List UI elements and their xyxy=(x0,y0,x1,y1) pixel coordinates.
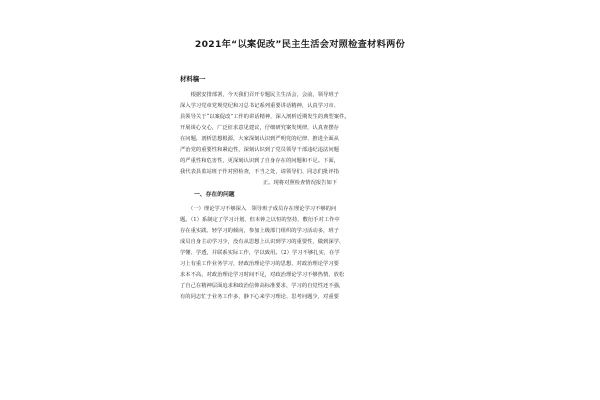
text-line: 习上有重工作业务学习，轻政治理论学习的思想，对政治理论学习要 xyxy=(180,261,339,267)
text-line: 学懂、学透，并联系实际工作，学以致用。（2）学习不够扎实，在学 xyxy=(180,250,340,256)
document-body xyxy=(180,26,420,303)
text-line: 我代表县监站班子作对照检查，不当之处，请领导们、同志们批评指 xyxy=(180,169,339,175)
text-line: 求本不高，对政治理论学习时间不足，对政治理论学习不够热情，放松 xyxy=(180,272,345,278)
text-line: 了自己在精神层面追求和政治信仰高标准要求，学习的自觉性还不强， xyxy=(180,283,345,289)
text-line: 开展谈心交心，广泛征求意见建议，仔细研究案发规律，认真查摆存 xyxy=(180,125,339,131)
text-line: 严治党的重要性和紧迫性，深刻认识到了党员领导干部违纪违法问题 xyxy=(180,147,339,153)
text-line: （一）理论学习不够深入 领导班子成员存在理论学习不够的问 xyxy=(180,206,337,212)
text-line: 深入学习党章党规党纪和习总书记系列重要讲话精神，认真学习市、 xyxy=(180,103,339,109)
text-line: 的严重性和危害性，更深刻认识到了自身存在的问题和不足。下面， xyxy=(180,158,339,164)
document-title: 2021年“以案促改”民主生活会对照检查材料两份 xyxy=(194,39,406,50)
section-heading: 一、存在的问题 xyxy=(194,192,235,198)
intro-paragraph xyxy=(180,90,420,189)
text-line: 在问题，剖析思想根源，大家深刻认识到严明党的纪律、推进全面从 xyxy=(180,136,339,142)
text-line: 成员自身主动学习少，没有从思想上认识到学习的重要性，做到深学、 xyxy=(180,239,345,245)
text-line: 有的同志忙于业务工作多，静下心来学习理论、思考问题少，对重要 xyxy=(180,294,339,300)
problems-paragraph xyxy=(180,204,420,303)
text-line-centered: 正。现将对照检查情况报告如下 xyxy=(262,180,338,186)
text-line: 县领导关于“以案促改”工作的讲话精神，深入剖析近期发生的典型案件。 xyxy=(180,114,350,120)
section-label: 材料稿一 xyxy=(180,75,206,83)
text-line: 根据安排部署，今天我们召开专题民主生活会，会前，领导班子 xyxy=(180,92,339,98)
text-line: 题。（1）系制定了学习计划，但本钟之以恒的坚持，敷衍手对工作中 xyxy=(180,217,340,223)
text-line: 存在重实践、轻学习的倾向，参加上级部门组织的学习活动多，班子 xyxy=(180,228,339,234)
